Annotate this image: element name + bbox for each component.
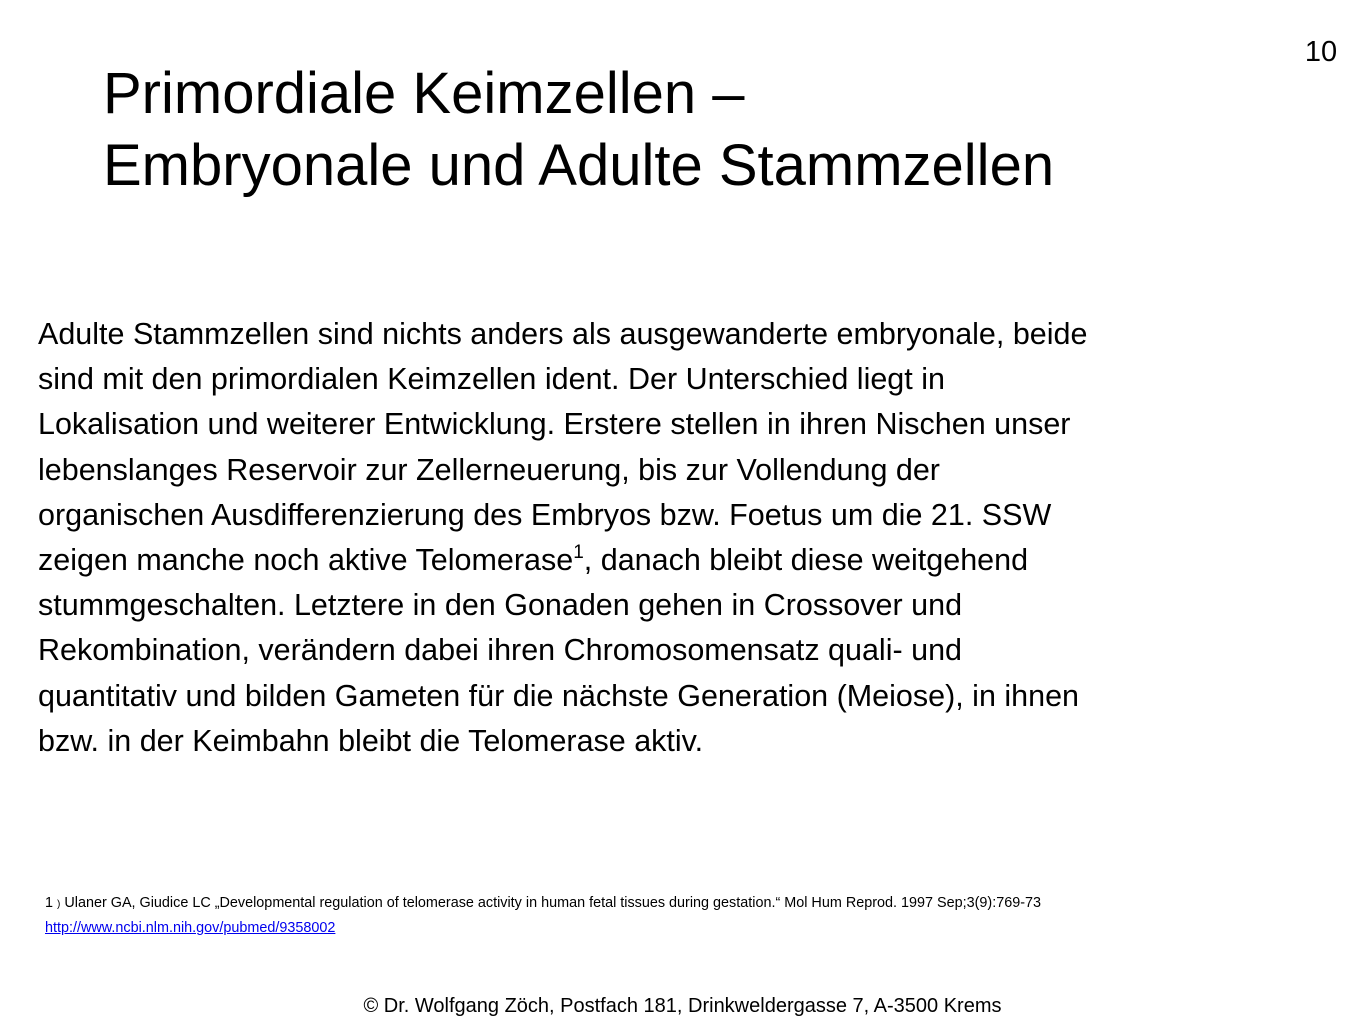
- body-line: organischen Ausdifferenzierung des Embryos bzw. Foetus um die 21. SSW: [38, 497, 1052, 532]
- body-line: Adulte Stammzellen sind nichts anders als ausgewanderte embryonale, beide: [38, 317, 1088, 351]
- body-line: Lokalisation und weiterer Entwicklung. Erstere stellen in ihren Nischen unser: [38, 407, 1071, 442]
- footnote-reference: 1: [573, 541, 584, 563]
- body-line: Rekombination, verändern dabei ihren Chromosomensatz quali- und: [38, 633, 962, 668]
- footnote-citation: Ulaner GA, Giudice LC „Developmental regulation of telomerase activity in human fetal tissues during gestation.“ Mol Hum Reprod. 1997 Sep;3(9):769-73: [64, 895, 1042, 911]
- body-line: lebenslanges Reservoir zur Zellerneuerung, bis zur Vollendung der: [38, 452, 940, 487]
- body-line: stummgeschalten. Letztere in den Gonaden gehen in Crossover und: [38, 588, 963, 623]
- body-text-fragment: zeigen manche noch aktive Telomerase: [38, 543, 574, 578]
- body-line-with-footnote-ref: [38, 538, 1328, 583]
- footnote-marker-paren: ): [57, 899, 61, 910]
- body-line: sind mit den primordialen Keimzellen ident. Der Unterschied liegt in: [38, 362, 945, 397]
- copyright-notice: © Dr. Wolfgang Zöch, Postfach 181, Drinkweldergasse 7, A-3500 Krems: [363, 995, 1002, 1017]
- page-number: 10: [1304, 36, 1338, 68]
- body-paragraph: [38, 312, 1328, 764]
- body-line: bzw. in der Keimbahn bleibt die Telomerase aktiv.: [38, 723, 704, 758]
- title-line-1: Primordiale Keimzellen –: [103, 61, 745, 126]
- slide-title: [103, 58, 1333, 202]
- body-text-fragment: , danach bleibt diese weitgehend: [583, 543, 1029, 578]
- body-line: quantitativ und bilden Gameten für die nächste Generation (Meiose), in ihnen: [38, 678, 1080, 713]
- title-line-2: Embryonale und Adulte Stammzellen: [103, 133, 1055, 198]
- footnote-marker: 1: [45, 895, 54, 911]
- footnote: [45, 893, 1325, 915]
- pubmed-link[interactable]: http://www.ncbi.nlm.nih.gov/pubmed/9358002: [45, 920, 336, 936]
